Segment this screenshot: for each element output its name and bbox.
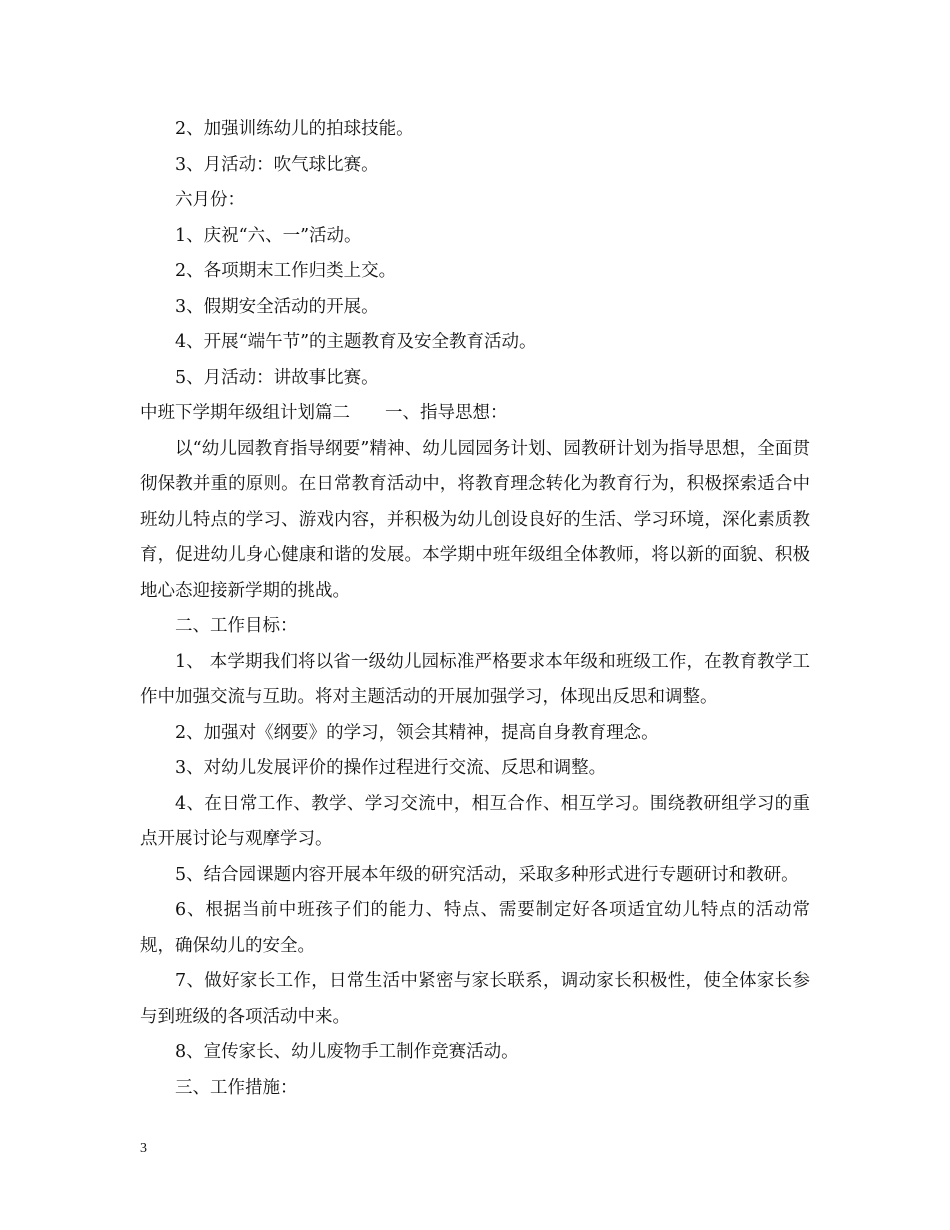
section-heading: 二、工作目标： — [175, 616, 298, 636]
list-item: 2、加强训练幼儿的拍球技能。 — [175, 119, 414, 139]
list-item: 4、开展“端午节”的主题教育及安全教育活动。 — [175, 332, 537, 352]
list-item: 2、各项期末工作归类上交。 — [175, 261, 397, 281]
paragraph: 以“幼儿园教育指导纲要”精神、幼儿园园务计划、园教研计划为指导思想，全面贯彻保教并重的原则。在日常教育活动中，将教育理念转化为教育行为，积极探索适合中班幼儿特点的学习、游戏内容，并积极为幼儿创设良好的生活、学习环境，深化素质教育，促进幼儿身心健康和谐的发展。本学期中班年级组全体教师，将以新的面貌、积极地心态迎接新学期的挑战。 — [140, 438, 810, 601]
list-item: 3、月活动：吹气球比赛。 — [175, 154, 379, 175]
list-item: 5、月活动：讲故事比赛。 — [175, 367, 379, 388]
goal-item: 3、对幼儿发展评价的操作过程进行交流、反思和调整。 — [175, 758, 607, 778]
document-body — [140, 112, 810, 1106]
goal-item: 1、 本学期我们将以省一级幼儿园标准严格要求本年级和班级工作，在教育教学工作中加强交流与互助。将对主题活动的开展加强学习，体现出反思和调整。 — [140, 651, 810, 707]
goal-item: 6、根据当前中班孩子们的能力、特点、需要制定好各项适宜幼儿特点的活动常规，确保幼儿的安全。 — [140, 900, 810, 956]
section-title: 中班下学期年级组计划篇二 — [140, 403, 350, 423]
section-heading: 一、指导思想： — [385, 403, 508, 423]
section-title-line — [140, 396, 810, 432]
section-heading: 三、工作措施： — [175, 1077, 298, 1098]
goal-item: 8、宣传家长、幼儿废物手工制作竞赛活动。 — [175, 1042, 519, 1062]
page-number: 3 — [140, 1141, 147, 1156]
goal-item: 2、加强对《纲要》的学习，领会其精神，提高自身教育理念。 — [175, 722, 659, 743]
month-heading: 六月份： — [175, 190, 245, 210]
goal-item: 7、做好家长工作，日常生活中紧密与家长联系，调动家长积极性，使全体家长参与到班级的各项活动中来。 — [140, 971, 810, 1027]
goal-item: 5、结合园课题内容开展本年级的研究活动，采取多种形式进行专题研讨和教研。 — [175, 864, 799, 885]
list-item: 3、假期安全活动的开展。 — [175, 296, 379, 317]
list-item: 1、庆祝“六、一”活动。 — [175, 225, 362, 246]
goal-item: 4、在日常工作、教学、学习交流中，相互合作、相互学习。围绕教研组学习的重点开展讨论与观摩学习。 — [140, 793, 810, 849]
